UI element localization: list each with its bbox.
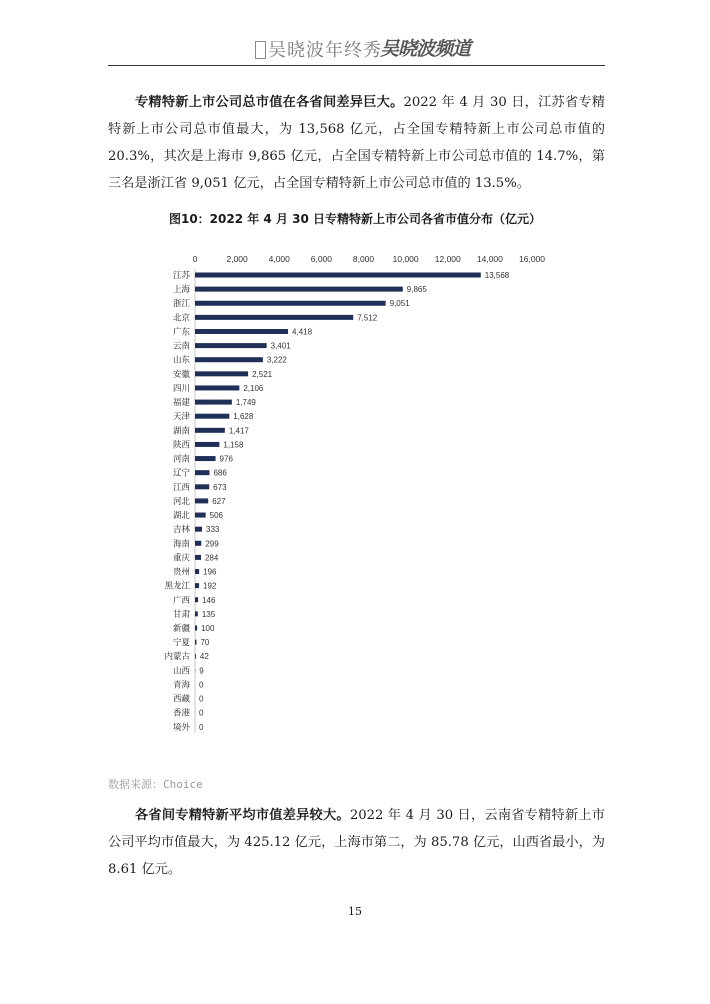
page-number: 15: [348, 905, 362, 918]
data-label: 1,417: [228, 426, 249, 436]
data-label: 100: [201, 624, 215, 633]
category-label: 天津: [172, 412, 190, 423]
category-label: 湖南: [172, 426, 190, 437]
x-tick-label: 10,000: [392, 254, 419, 264]
category-label: 河南: [172, 454, 190, 465]
category-label: 山东: [172, 355, 190, 366]
header-divider: [108, 65, 605, 66]
data-label: 135: [201, 609, 216, 619]
bar: [195, 371, 248, 376]
bar: [195, 484, 209, 489]
bar: [195, 385, 239, 390]
data-label: 299: [205, 539, 219, 549]
bar: [195, 315, 353, 320]
category-label: 湖北: [172, 511, 190, 522]
bar: [195, 640, 196, 645]
data-label: 506: [209, 511, 224, 521]
data-label: 1,158: [223, 440, 244, 450]
bar: [195, 513, 206, 518]
category-label: 上海: [172, 285, 190, 296]
category-label: 福建: [172, 398, 190, 409]
category-label: 广东: [172, 327, 190, 338]
bar: [195, 343, 267, 348]
data-label: 0: [199, 680, 204, 690]
data-label: 4,418: [292, 327, 313, 337]
data-label: 1,628: [233, 412, 254, 422]
data-source: 数据来源：Choice: [108, 778, 203, 791]
category-label: 河北: [172, 496, 190, 507]
paragraph-2-text: 2022 年 4 月 30 日，云南省专精特新上市公司平均市值最大，为 425.12 亿元，上海市第二，为 85.78 亿元，山西省最小，为 8.61 亿元。: [108, 808, 605, 877]
paragraph-1: [108, 89, 605, 197]
data-label: 1,749: [235, 398, 256, 408]
paragraph-1-lead: 专精特新上市公司总市值在各省间差异巨大。: [135, 95, 404, 110]
category-label: 甘肃: [172, 609, 190, 620]
page-header: [0, 28, 710, 68]
data-label: 9: [199, 666, 204, 676]
bar: [195, 654, 196, 659]
data-label: 42: [199, 652, 209, 662]
x-tick-label: 14,000: [476, 254, 503, 264]
category-label: 境外: [172, 722, 190, 733]
data-label: 70: [200, 638, 210, 648]
bar: [195, 597, 198, 602]
category-label: 青海: [172, 680, 190, 691]
category-label: 江西: [172, 482, 190, 493]
paragraph-2: [108, 802, 605, 883]
data-label: 0: [199, 708, 204, 718]
data-label: 0: [199, 694, 204, 704]
bar: [195, 541, 201, 546]
data-label: 284: [204, 553, 219, 563]
category-label: 山西: [172, 666, 190, 677]
figure-title: 图10：2022 年 4 月 30 日专精特新上市公司各省市值分布（亿元）: [168, 212, 542, 226]
header-logo: 吴晓波频道: [380, 38, 471, 60]
category-label: 辽宁: [172, 468, 190, 479]
data-label: 3,401: [270, 341, 291, 351]
bar-chart: [150, 245, 560, 750]
category-label: 云南: [172, 341, 190, 352]
x-tick-label: 12,000: [434, 254, 461, 264]
data-label: 0: [199, 722, 204, 732]
data-label: 192: [203, 581, 217, 591]
category-label: 四川: [172, 383, 190, 394]
x-tick-label: 8,000: [352, 254, 375, 264]
category-label: 重庆: [172, 553, 190, 564]
paragraph-1-text: 2022 年 4 月 30 日，江苏省专精特新上市公司总市值最大，为 13,568 亿元，占全国专精特新上市公司总市值的 20.3%，其次是上海市 9,865 亿元，占全国专精特新上市公司总市值的 14.7%，第三名是浙江省 9,051 亿元，占全国专精特新上市公司总市值的 13.5%。: [108, 95, 605, 191]
category-label: 黑龙江: [164, 581, 190, 592]
paragraph-2-lead: 各省间专精特新平均市值差异较大。: [135, 808, 350, 823]
data-label: 3,222: [266, 355, 287, 365]
x-tick-label: 16,000: [519, 254, 545, 264]
data-label: 13,568: [484, 271, 510, 280]
header-logo-mark: [255, 41, 266, 59]
data-label: 9,051: [389, 299, 410, 309]
data-label: 9,865: [406, 285, 427, 295]
bar: [195, 273, 481, 278]
category-label: 新疆: [172, 624, 190, 634]
bar: [195, 498, 208, 503]
bar: [195, 357, 263, 362]
data-label: 2,106: [243, 383, 264, 393]
category-label: 吉林: [172, 525, 190, 536]
bar: [195, 611, 198, 616]
bar: [195, 329, 288, 334]
x-tick-label: 0: [192, 254, 198, 264]
x-tick-label: 2,000: [226, 254, 248, 264]
category-label: 香港: [172, 708, 190, 719]
bar: [195, 626, 197, 631]
category-label: 北京: [172, 313, 190, 324]
data-label: 7,512: [357, 313, 378, 323]
category-label: 内蒙古: [164, 652, 190, 663]
data-label: 2,521: [252, 369, 273, 379]
x-tick-label: 4,000: [268, 254, 290, 264]
category-label: 宁夏: [172, 638, 190, 649]
category-label: 陕西: [172, 440, 190, 451]
header-title: 吴晓波年终秀: [268, 40, 382, 61]
category-label: 浙江: [172, 299, 190, 310]
category-label: 西藏: [172, 694, 190, 705]
data-label: 146: [202, 595, 216, 605]
category-label: 贵州: [172, 567, 190, 578]
bar: [195, 287, 403, 292]
data-label: 627: [212, 496, 226, 506]
data-label: 673: [213, 482, 227, 492]
x-tick-label: 6,000: [310, 254, 333, 264]
bar: [195, 470, 209, 475]
bar: [195, 555, 201, 560]
bar: [195, 301, 386, 306]
bar: [195, 527, 202, 532]
bar: [195, 583, 199, 588]
category-label: 海南: [172, 539, 190, 550]
bar: [195, 442, 219, 447]
bar: [195, 428, 225, 433]
bar: [195, 569, 199, 574]
bar: [195, 456, 216, 461]
data-label: 686: [213, 468, 227, 478]
category-label: 广西: [172, 595, 190, 606]
bar: [195, 414, 229, 419]
data-label: 333: [206, 525, 220, 535]
data-label: 976: [219, 454, 233, 464]
bar: [195, 400, 232, 405]
category-label: 江苏: [172, 271, 190, 281]
category-label: 安徽: [172, 369, 190, 380]
data-label: 196: [203, 567, 217, 577]
